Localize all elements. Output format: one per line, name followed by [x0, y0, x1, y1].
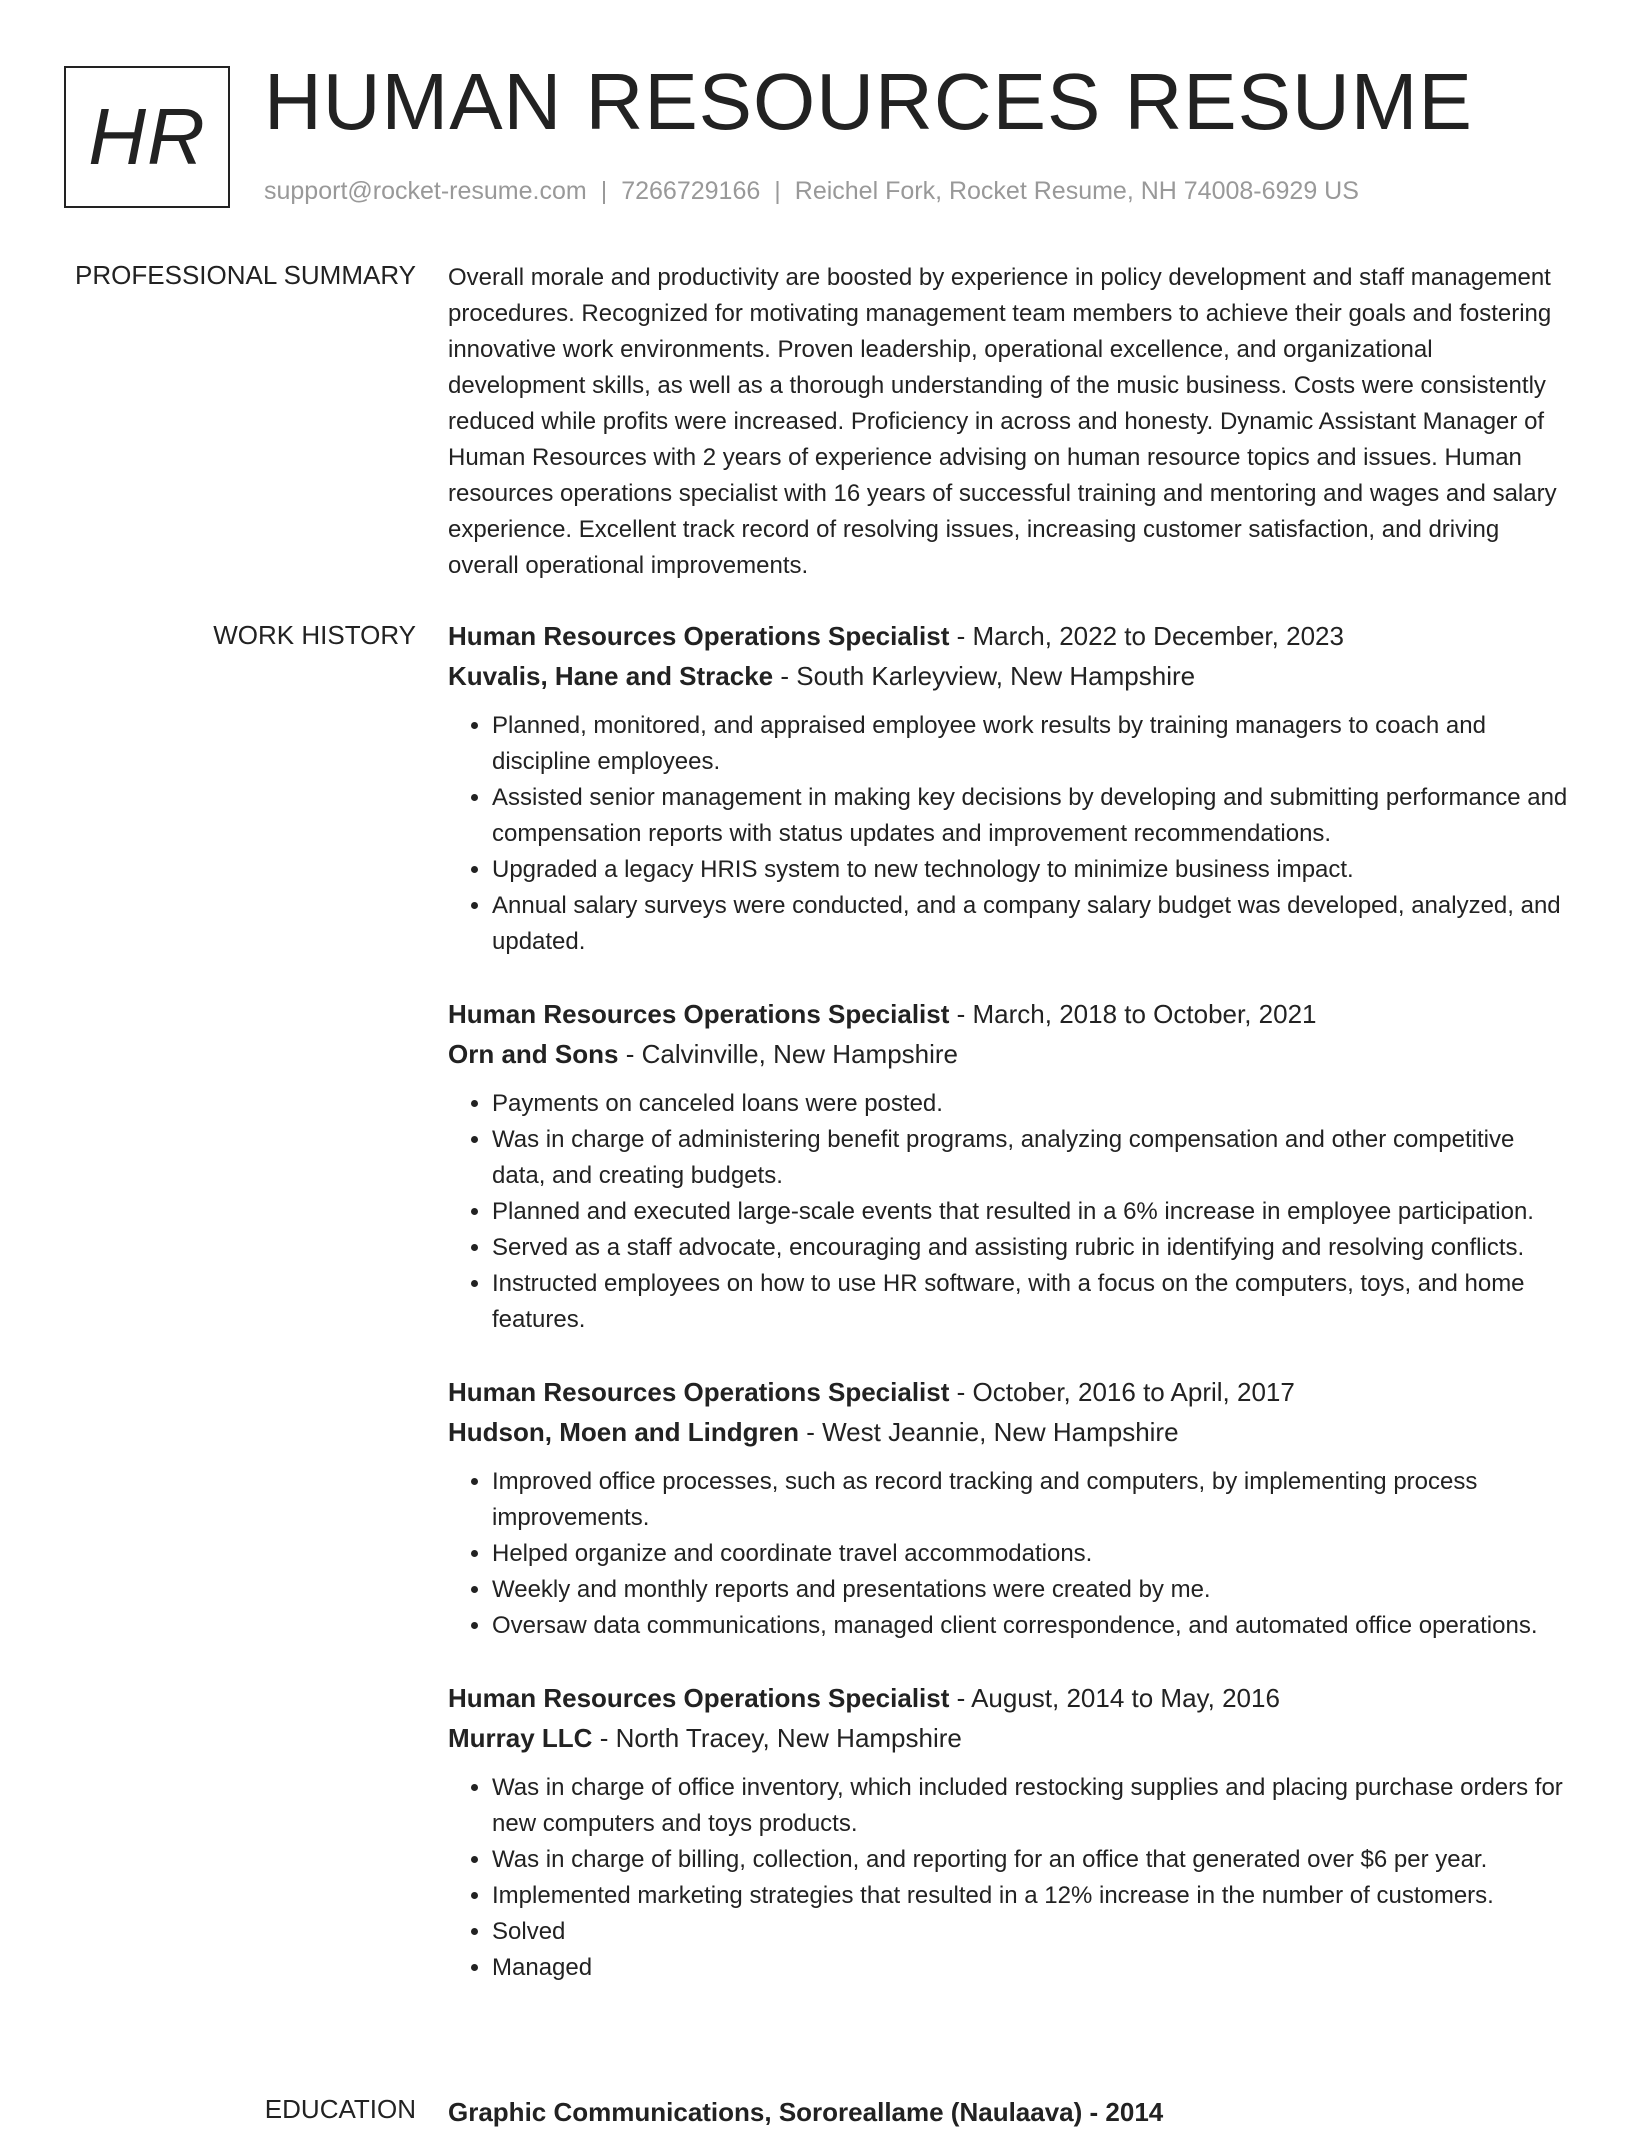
summary-heading: PROFESSIONAL SUMMARY	[75, 260, 416, 290]
job-company: Kuvalis, Hane and Stracke	[448, 661, 774, 691]
job-entry	[448, 994, 1568, 1338]
job-location: - South Karleyview, New Hampshire	[780, 661, 1196, 691]
job-company: Hudson, Moen and Lindgren	[448, 1417, 799, 1447]
job-bullet: • Improved office processes, such as record tracking and computers, by implementing process improvements.	[492, 1464, 1568, 1536]
work-history-heading: WORK HISTORY	[213, 620, 416, 650]
job-entry	[448, 1678, 1568, 1986]
job-bullet: • Oversaw data communications, managed client correspondence, and automated office operations.	[492, 1608, 1568, 1644]
contact-address: Reichel Fork, Rocket Resume, NH 74008-6929 US	[794, 177, 1359, 205]
summary-text: Overall morale and productivity are boosted by experience in policy development and staff management procedures. Recognized for motivating management team members to achieve their goals and fostering innovative work environments. Proven leadership, operational excellence, and organizational development skills, as well as a thorough understanding of the music business. Costs were consistently reduced while profits were increased. Proficiency in across and honesty. Dynamic Assistant Manager of Human Resources with 2 years of experience advising on human resource topics and issues. Human resources operations specialist with 16 years of successful training and mentoring and wages and salary experience. Excellent track record of resolving issues, increasing customer satisfaction, and driving overall operational improvements.	[448, 264, 1557, 579]
contact-line	[264, 175, 1359, 207]
job-bullet: • Solved	[492, 1914, 1568, 1950]
education-heading: EDUCATION	[264, 2094, 416, 2124]
job-title-line	[448, 1372, 1568, 1412]
job-bullet: • Annual salary surveys were conducted, and a company salary budget was developed, analyzed, and updated.	[492, 888, 1568, 960]
job-location: - West Jeannie, New Hampshire	[806, 1417, 1179, 1447]
job-location: - Calvinville, New Hampshire	[625, 1039, 959, 1069]
job-dates: - August, 2014 to May, 2016	[956, 1683, 1280, 1713]
job-company: Orn and Sons	[448, 1039, 619, 1069]
job-company-line	[448, 1412, 1568, 1452]
job-entry	[448, 616, 1568, 960]
job-bullet: • Was in charge of billing, collection, and reporting for an office that generated over $6 per year.	[492, 1842, 1568, 1878]
job-company-line	[448, 656, 1568, 696]
job-title-line	[448, 616, 1568, 656]
monogram-logo: HR	[64, 66, 230, 208]
job-bullet: • Upgraded a legacy HRIS system to new technology to minimize business impact.	[492, 852, 1568, 888]
contact-separator: |	[600, 177, 608, 205]
job-bullet: • Instructed employees on how to use HR software, with a focus on the computers, toys, and home features.	[492, 1266, 1568, 1338]
job-bullet: • Managed	[492, 1950, 1568, 1986]
job-bullet: • Weekly and monthly reports and presentations were created by me.	[492, 1572, 1568, 1608]
job-bullet: • Planned and executed large-scale events that resulted in a 6% increase in employee participation.	[492, 1194, 1568, 1230]
job-bullets	[448, 1086, 1568, 1338]
page-title: HUMAN RESOURCES RESUME	[264, 57, 1473, 146]
job-company-line	[448, 1718, 1568, 1758]
job-bullet: • Assisted senior management in making key decisions by developing and submitting performance and compensation reports with status updates and improvement recommendations.	[492, 780, 1568, 852]
job-location: - North Tracey, New Hampshire	[599, 1723, 962, 1753]
job-company-line	[448, 1034, 1568, 1074]
job-title-line	[448, 994, 1568, 1034]
job-bullet: • Planned, monitored, and appraised employee work results by training managers to coach and discipline employees.	[492, 708, 1568, 780]
job-title: Human Resources Operations Specialist	[448, 1683, 950, 1713]
contact-separator: |	[774, 177, 781, 205]
job-bullet: • Served as a staff advocate, encouraging and assisting rubric in identifying and resolving conflicts.	[492, 1230, 1568, 1266]
job-dates: - March, 2022 to December, 2023	[956, 621, 1344, 651]
job-bullet: • Was in charge of office inventory, which included restocking supplies and placing purchase orders for new computers and toys products.	[492, 1770, 1568, 1842]
job-bullets	[448, 1770, 1568, 1986]
job-entry	[448, 1372, 1568, 1644]
job-dates: - October, 2016 to April, 2017	[956, 1377, 1295, 1407]
job-title-line	[448, 1678, 1568, 1718]
job-bullets	[448, 1464, 1568, 1644]
job-title: Human Resources Operations Specialist	[448, 1377, 950, 1407]
job-company: Murray LLC	[448, 1723, 593, 1753]
job-title: Human Resources Operations Specialist	[448, 999, 950, 1029]
contact-email[interactable]: support@rocket-resume.com	[264, 177, 587, 205]
job-title: Human Resources Operations Specialist	[448, 621, 950, 651]
contact-phone: 7266729166	[621, 177, 761, 205]
job-bullet: • Implemented marketing strategies that resulted in a 12% increase in the number of customers.	[492, 1878, 1568, 1914]
job-bullet: • Payments on canceled loans were posted.	[492, 1086, 1568, 1122]
job-dates: - March, 2018 to October, 2021	[956, 999, 1317, 1029]
education-entry: Graphic Communications, Sororeallame (Naulaava) - 2014	[448, 2097, 1164, 2127]
job-bullet: • Was in charge of administering benefit programs, analyzing compensation and other competitive data, and creating budgets.	[492, 1122, 1568, 1194]
work-history-list	[448, 616, 1568, 2020]
job-bullet: • Helped organize and coordinate travel accommodations.	[492, 1536, 1568, 1572]
job-bullets	[448, 708, 1568, 960]
